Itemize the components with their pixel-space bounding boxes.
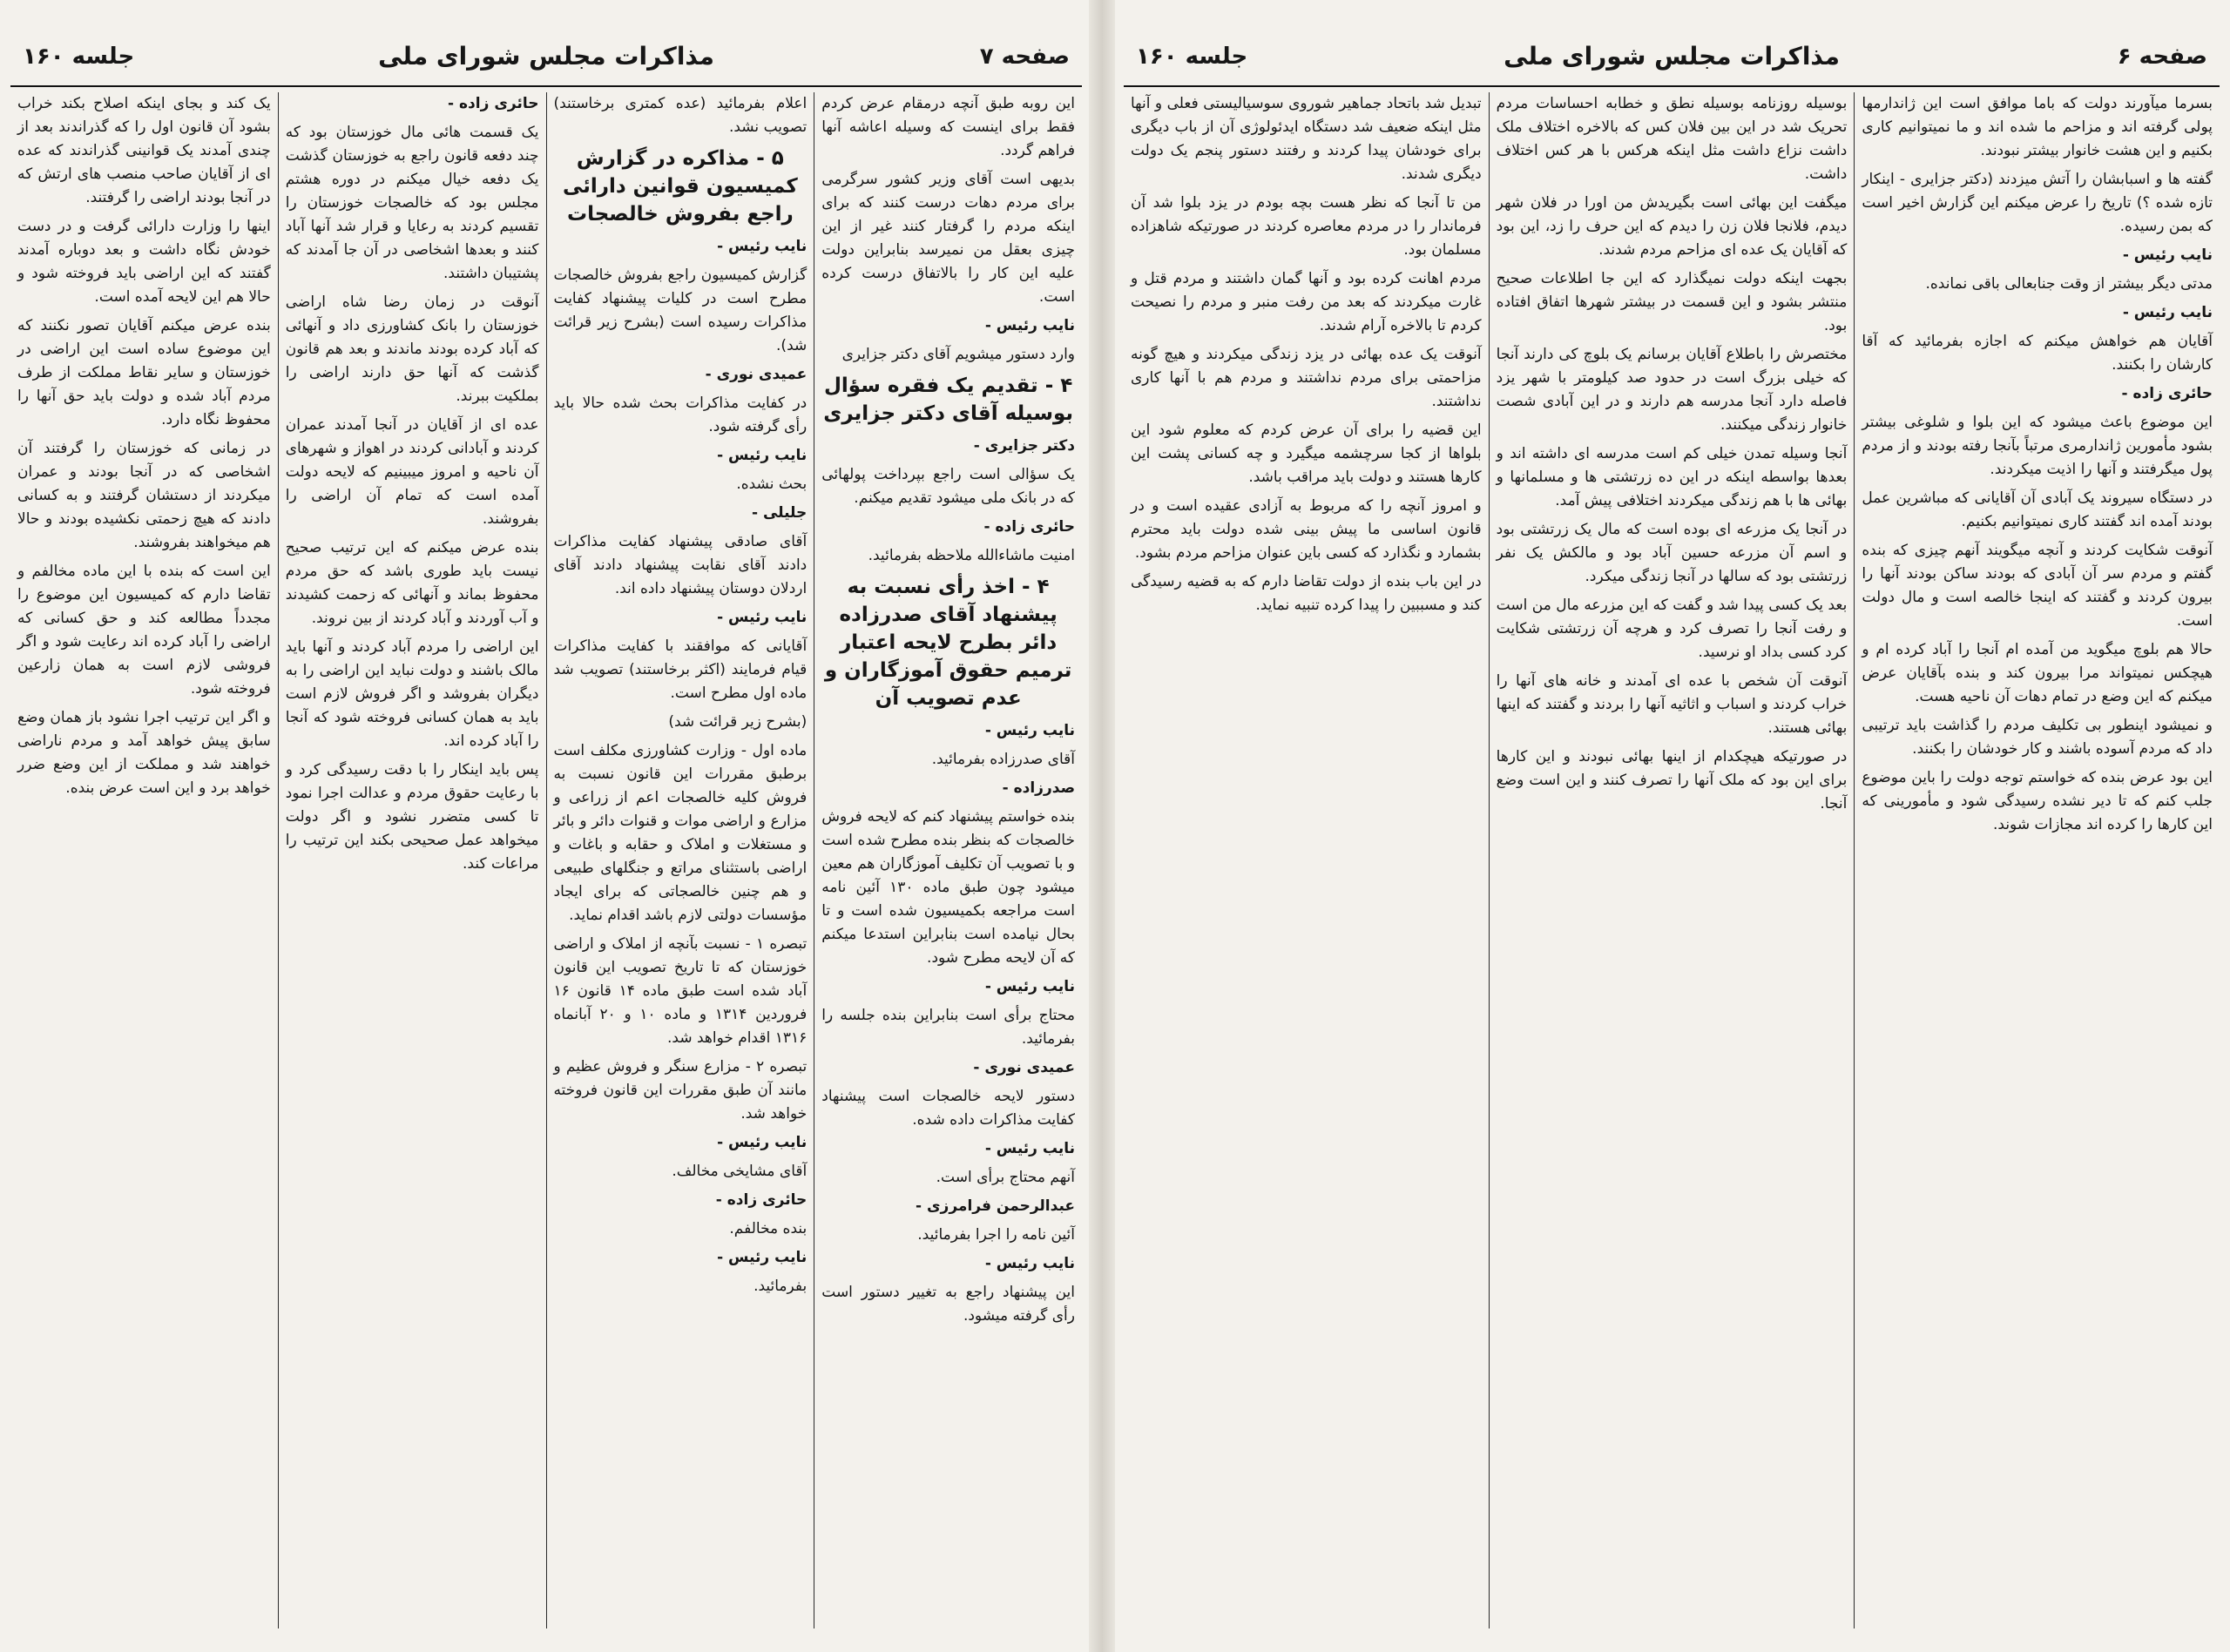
- paragraph: و نمیشود اینطور بی تکلیف مردم را گذاشت باید ترتیبی داد که مردم آسوده باشند و کار خودشان را بکنند.: [1862, 717, 2213, 758]
- page-header: [10, 35, 1082, 87]
- paragraph: بنده خواستم پیشنهاد کنم که لایحه فروش خالصجات که بنظر بنده مطرح شده است و با تصویب آن تکلیف آموزگاران هم معین میشود چون طبق ماده ۱۳۰ آئین نامه است مراجعه بکمیسیون شده است و تا بحال نیامده است بنابراین استدعا میکنم که آن لایحه مطرح شود.: [821, 808, 1075, 967]
- paragraph: بجهت اینکه دولت نمیگذارد که این جا اطلاعات صحیح منتشر بشود و این قسمت در بیشتر شهرها اتفاق افتاده بود.: [1496, 270, 1848, 334]
- paragraph: بسرما میآورند دولت که باما موافق است این ژاندارمها پولی گرفته اند و مزاحم ما شده اند و ما نمیتوانیم کاری بکنیم و این هشت خانوار بیشتر نبودند.: [1862, 95, 2213, 159]
- paragraph: آنجا وسیله تمدن خیلی کم است مدرسه ای داشته اند و بعدها بواسطه اینکه در این ده زرتشتی ها و مسلمانها و بهائی ها با هم زندگی میکردند اختلافی پیش آمد.: [1496, 445, 1848, 509]
- text-columns: [10, 92, 1082, 1628]
- speaker-name: نایب رئیس -: [984, 317, 1075, 334]
- paragraph: مختصرش را باطلاع آقایان برسانم یک بلوچ کی دارند آنجا که خیلی بزرگ است در حدود صد کیلومتر با شهر یزد فاصله دارد آنجا مدرسه هم دارند و در این آبادی شصت خانوار زندگی میکنند.: [1496, 346, 1848, 434]
- paragraph: در صورتیکه هیچکدام از اینها بهائی نبودند و این کارها برای این بود که ملک آنها را تصرف کنند و این است وضع آنجا.: [1496, 748, 1848, 813]
- paragraph: گفته ها و اسبابشان را آتش میزدند (دکتر جزایری - اینکار تازه شده ؟) تاریخ را عرض میکنم این گزارش اخیر است که بمن رسیده.: [1862, 171, 2213, 235]
- paragraph: امنیت ماشاءالله ملاحظه بفرمائید.: [868, 547, 1075, 564]
- text-columns: [1124, 92, 2220, 1628]
- paragraph: مدتی دیگر بیشتر از وقت جنابعالی باقی نمانده.: [1925, 275, 2213, 293]
- paragraph: آنوقت در زمان رضا شاه اراضی خوزستان را بانک کشاورزی داد و آنهائی که آباد کرده بودند ماندند و بعد هم قانون گذشت که آنها حق دارند اراضی را بملکیت ببرند.: [285, 293, 539, 405]
- paragraph: بنده عرض میکنم آقایان تصور نکنند که این موضوع ساده است این اراضی در خوزستان و سایر نقاط مملکت از طرف مردم آباد شده و دولت باید حق آنها را محفوظ نگاه دارد.: [17, 317, 271, 428]
- text-column: [278, 92, 546, 1628]
- paragraph: (بشرح زیر قرائت شد): [668, 713, 808, 731]
- speaker-name: نایب رئیس -: [984, 978, 1075, 995]
- paragraph: در دستگاه سیروند یک آبادی آن آقایانی که مباشرین عمل بودند آمده اند گفتند کاری نمیتوانیم بکنیم.: [1862, 489, 2213, 530]
- running-title: مذاکرات مجلس شورای ملی: [1504, 42, 1840, 71]
- speaker-name: نایب رئیس -: [717, 447, 808, 464]
- paragraph: در آنجا یک مزرعه ای بوده است که مال یک زرتشتی بود و اسم آن مزرعه حسین آباد بود و مالکش یک نفر زرتشتی بود که سالها در آنجا زندگی میکرد.: [1496, 521, 1848, 585]
- paragraph: عده ای از آقایان در آنجا آمدند عمران کردند و آبادانی کردند در اهواز و شهرهای آن ناحیه و امروز میبینیم که لایحه دولت آمده است که تمام آن اراضی را بفروشند.: [285, 416, 539, 528]
- session-label: جلسه ۱۶۰: [23, 44, 135, 70]
- speaker-name: نایب رئیس -: [984, 1255, 1075, 1272]
- paragraph: دستور لایحه خالصجات است پیشنهاد کفایت مذاکرات داده شده.: [821, 1088, 1075, 1129]
- paragraph: در این باب بنده از دولت تقاضا دارم که به قضیه رسیدگی کند و مسببین را پیدا کرده تنبیه نماید.: [1130, 573, 1482, 614]
- speaker-name: حائری زاده -: [715, 1191, 808, 1209]
- speaker-name: نایب رئیس -: [984, 1140, 1075, 1157]
- speaker-name: دکتر جزایری -: [973, 437, 1075, 455]
- paragraph: آنهم محتاج برأی است.: [936, 1169, 1075, 1186]
- speaker-name: نایب رئیس -: [984, 722, 1075, 739]
- left-page: [10, 35, 1082, 1628]
- page-number: صفحه ۷: [979, 44, 1070, 70]
- page-header: [1124, 35, 2220, 87]
- right-page: [1124, 35, 2220, 1628]
- section-heading: ۵ - مذاکره در گزارش کمیسیون قوانین دارائی راجع بفروش خالصجات: [562, 147, 798, 226]
- speaker-name: نایب رئیس -: [717, 238, 808, 255]
- speaker-name: عمیدی نوری -: [973, 1059, 1075, 1076]
- paragraph: بنده عرض میکنم که این ترتیب صحیح نیست باید طوری باشد که حق مردم محفوظ بماند و آنهائی که زحمت کشیدند و آب آوردند و آباد کردند از بین نروند.: [285, 539, 539, 627]
- speaker-name: حائری زاده -: [448, 95, 539, 112]
- section-heading: ۴ - تقدیم یک فقره سؤال بوسیله آقای دکتر جزایری: [823, 374, 1073, 425]
- speaker-name: عبدالرحمن فرامرزی -: [916, 1197, 1075, 1215]
- paragraph: گزارش کمیسیون راجع بفروش خالصجات مطرح است در کلیات پیشنهاد کفایت مذاکرات رسیده است (بشرح زیر قرائت شد).: [553, 266, 808, 354]
- paragraph: آقای صدرزاده بفرمائید.: [931, 751, 1075, 768]
- paragraph: بحث نشده.: [736, 475, 808, 493]
- paragraph: این اراضی را مردم آباد کردند و آنها باید مالک باشند و دولت نباید این اراضی را به دیگران بفروشد و اگر فروش لازم است باید به همان کسانی فروخته شود که آنجا را آباد کرده اند.: [285, 638, 539, 750]
- paragraph: میگفت این بهائی است بگیریدش من اورا در فلان شهر دیدم، فلانجا فلان زن را دیدم که این حرف را زد، این بود که آقایان یک عده ای مزاحم مردم شدند.: [1496, 194, 1848, 259]
- speaker-name: حائری زاده -: [983, 518, 1075, 536]
- speaker-name: صدرزاده -: [1002, 779, 1075, 797]
- paragraph: در زمانی که خوزستان را گرفتند آن اشخاصی که در آنجا بودند و عمران میکردند از دستشان گرفتند و به کسانی دادند که هیچ زحمتی نکشیده بودند و حالا هم میخواهند بفروشند.: [17, 440, 271, 551]
- speaker-name: نایب رئیس -: [717, 1134, 808, 1151]
- paragraph: یک کند و بجای اینکه اصلاح بکند خراب بشود آن قانون اول را که گذراندند بعد از چندی آمدند یک قوانینی گذراندند که عده ای از آقایان صاحب منصب های ارتش که در آنجا بودند اراضی را گرفتند.: [17, 95, 271, 206]
- paragraph: یک قسمت هائی مال خوزستان بود که چند دفعه قانون راجع به خوزستان گذشت یک دفعه خیال میکنم در دوره هشتم مجلس بود که خالصجات خوزستان را تقسیم کردند به رعایا و قرار شد آنها آباد کنند و بعدها اشخاصی در آن جا آمدند که پشتیبان داشتند.: [285, 124, 539, 282]
- speaker-name: نایب رئیس -: [717, 609, 808, 626]
- speaker-name: جلیلی -: [752, 504, 808, 522]
- paragraph: این پیشنهاد راجع به تغییر دستور است رأی گرفته میشود.: [821, 1284, 1075, 1325]
- running-title: مذاکرات مجلس شورای ملی: [378, 42, 714, 71]
- paragraph: آنوقت یک عده بهائی در یزد زندگی میکردند و هیچ گونه مزاحمتی برای مردم نداشتند و مردم هم با آنها کاری نداشتند.: [1130, 346, 1482, 410]
- paragraph: آنوقت شکایت کردند و آنچه میگویند آنهم چیزی که بنده گفتم و مردم سر آن آبادی که بودند ساکن بودند آنها را بیرون کردند و گفتند که اینجا خالصه است و مال دولت است.: [1862, 542, 2213, 630]
- speaker-name: نایب رئیس -: [717, 1249, 808, 1266]
- paragraph: ماده اول - وزارت کشاورزی مکلف است برطبق مقررات این قانون نسبت به فروش کلیه خالصجات اعم از زراعی و مزارع و اراضی موات و قنوات دائر و بائر و مستغلات و املاک و حقابه و باغات و اراضی باستثنای مراتع و جنگلهای طبیعی و هم چنین خالصجاتی که برای ایجاد مؤسسات دولتی لازم باشد اقدام نماید.: [553, 742, 808, 924]
- paragraph: آئین نامه را اجرا بفرمائید.: [917, 1226, 1075, 1244]
- paragraph: محتاج برأی است بنابراین بنده جلسه را بفرمائید.: [821, 1007, 1075, 1048]
- paragraph: آقای مشایخی مخالف.: [672, 1163, 808, 1180]
- paragraph: اعلام بفرمائید (عده کمتری برخاستند) تصویب نشد.: [553, 95, 808, 136]
- text-column: [814, 92, 1082, 1628]
- speaker-name: نایب رئیس -: [2122, 246, 2213, 264]
- paragraph: بعد یک کسی پیدا شد و گفت که این مزرعه مال من است و رفت آنجا را تصرف کرد و هرچه آن زرتشتی شکایت کرد کسی بداد او نرسید.: [1496, 597, 1848, 661]
- page-number: صفحه ۶: [2117, 44, 2207, 70]
- speaker-name: نایب رئیس -: [2122, 304, 2213, 321]
- paragraph: آقایانی که موافقند با کفایت مذاکرات قیام فرمایند (اکثر برخاستند) تصویب شد ماده اول مطرح است.: [553, 637, 808, 702]
- text-column: [10, 92, 278, 1628]
- text-column: [1124, 92, 1489, 1628]
- paragraph: تبصره ۲ - مزارع سنگر و فروش عظیم و مانند آن طبق مقررات این قانون فروخته خواهد شد.: [553, 1058, 808, 1123]
- page-gutter: [1089, 0, 1115, 1652]
- paragraph: بنده مخالفم.: [729, 1220, 808, 1237]
- paragraph: بدیهی است آقای وزیر کشور سرگرمی برای مردم دهات درست کنند که برای اینکه مردم را گرفتار کنند غیر از این چیزی بعقل من نمیرسد بنابراین دولت علیه این کار را بالاتفاق درست کرده است.: [821, 171, 1075, 306]
- paragraph: این بود عرض بنده که خواستم توجه دولت را باین موضوع جلب کنم که تا دیر نشده رسیدگی شود و مأمورینی که این کارها را کرده اند مجازات شوند.: [1862, 769, 2213, 833]
- paragraph: اینها را وزارت دارائی گرفت و در دست خودش نگاه داشت و بعد دوباره آمدند گفتند که این اراضی باید فروخته شود و حالا هم این لایحه آمده است.: [17, 218, 271, 306]
- paragraph: این قضیه را برای آن عرض کردم که معلوم شود این بلواها از کجا سرچشمه میگیرد و چه کسانی پشت این کارها هستند و دولت باید مراقب باشد.: [1130, 421, 1482, 486]
- paragraph: من تا آنجا که نظر هست بچه بودم در یزد بلوا شد آن فرماندار را در مردم معاصره کردند در صورتیکه شاهزاده مسلمان بود.: [1130, 194, 1482, 259]
- speaker-name: حائری زاده -: [2121, 385, 2213, 402]
- paragraph: پس باید اینکار را با دقت رسیدگی کرد و با رعایت حقوق مردم و عدالت اجرا نمود تا کسی متضرر نشود و اگر دولت میخواهد عمل صحیحی بکند این ترتیب را مراعات کند.: [285, 761, 539, 873]
- paragraph: آنوقت آن شخص با عده ای آمدند و خانه های آنها را خراب کردند و اسباب و اثاثیه آنها را بردند و گفتند که اینها بهائی هستند.: [1496, 672, 1848, 737]
- section-heading: ۴ - اخذ رأی نسبت به پیشنهاد آقای صدرزاده دائر بطرح لایحه اعتبار ترمیم حقوق آموزگاران و عدم تصویب آن: [824, 576, 1072, 710]
- speaker-name: عمیدی نوری -: [705, 366, 808, 383]
- paragraph: مردم اهانت کرده بود و آنها گمان داشتند و مردم قتل و غارت میکردند که بعد من رفت منبر و مردم را نصیحت کردم تا بالاخره آرام شدند.: [1130, 270, 1482, 334]
- session-label: جلسه ۱۶۰: [1136, 44, 1248, 70]
- text-column: [546, 92, 814, 1628]
- paragraph: این روبه طبق آنچه درمقام عرض کردم فقط برای اینست که وسیله اعاشه آنها فراهم گردد.: [821, 95, 1075, 159]
- paragraph: یک سؤالی است راجع بپرداخت پولهائی که در بانک ملی میشود تقدیم میکنم.: [821, 466, 1075, 507]
- paragraph: وارد دستور میشویم آقای دکتر جزایری: [841, 346, 1075, 363]
- paragraph: و اگر این ترتیب اجرا نشود باز همان وضع سابق پیش خواهد آمد و مردم ناراضی خواهند شد و مملکت از این وضع ضرر خواهد برد و این است عرض بنده.: [17, 709, 271, 797]
- paragraph: این موضوع باعث میشود که این بلوا و شلوغی بیشتر بشود مأمورین ژاندارمری مرتباً بآنجا رفته بودند و از مردم پول میگرفتند و آنها را اذیت میکردند.: [1862, 414, 2213, 478]
- paragraph: این است که بنده با این ماده مخالفم و تقاضا دارم که کمیسیون این موضوع را مجدداً مطالعه کند و حق کسانی که اراضی را آباد کرده اند رعایت شود و اگر فروشی لازم است به همان زارعین فروخته شود.: [17, 563, 271, 698]
- paragraph: بوسیله روزنامه بوسیله نطق و خطابه احساسات مردم تحریک شد در این بین فلان کس که بالاخره اختلاف ملک داشت نزاع داشت مثل اینکه هرکس با هر کس اختلاف داشت.: [1496, 95, 1848, 183]
- paragraph: در کفایت مذاکرات بحث شده حالا باید رأی گرفته شود.: [553, 394, 808, 435]
- paragraph: بفرمائید.: [753, 1278, 808, 1295]
- text-column: [1854, 92, 2220, 1628]
- paragraph: تبصره ۱ - نسبت بآنچه از املاک و اراضی خوزستان که تا تاریخ تصویب این قانون آباد شده است طبق ماده ۱۴ قانون ۱۶ فروردین ۱۳۱۴ و ماده ۱۰ و ۲۰ آبانماه ۱۳۱۶ اقدام خواهد شد.: [553, 935, 808, 1047]
- paragraph: حالا هم بلوچ میگوید من آمده ام آنجا را آباد کرده ام و هیچکس نمیتواند مرا بیرون کند و بنده بآقایان عرض میکنم که این وضع در تمام دهات آن ناحیه هست.: [1862, 641, 2213, 705]
- text-column: [1489, 92, 1855, 1628]
- paragraph: آقایان هم خواهش میکنم که اجازه بفرمائید که آقا کارشان را بکنند.: [1862, 333, 2213, 374]
- paragraph: و امروز آنچه را که مربوط به آزادی عقیده است و در قانون اساسی ما پیش بینی شده دولت باید محترم بشمارد و نگذارد که کسی باین عنوان مزاحم مردم بشود.: [1130, 497, 1482, 562]
- paragraph: تبدیل شد باتحاد جماهیر شوروی سوسیالیستی فعلی و آنها مثل اینکه ضعیف شد دستگاه ایدئولوژی آن از باب دیگری برای خودشان پیدا کردند و رفتند دستور پنجم یک دولت دیگری شدند.: [1130, 95, 1482, 183]
- paragraph: آقای صادقی پیشنهاد کفایت مذاکرات دادند آقای نقابت پیشنهاد دادند آقای اردلان دوستان پیشنهاد داده اند.: [553, 533, 808, 597]
